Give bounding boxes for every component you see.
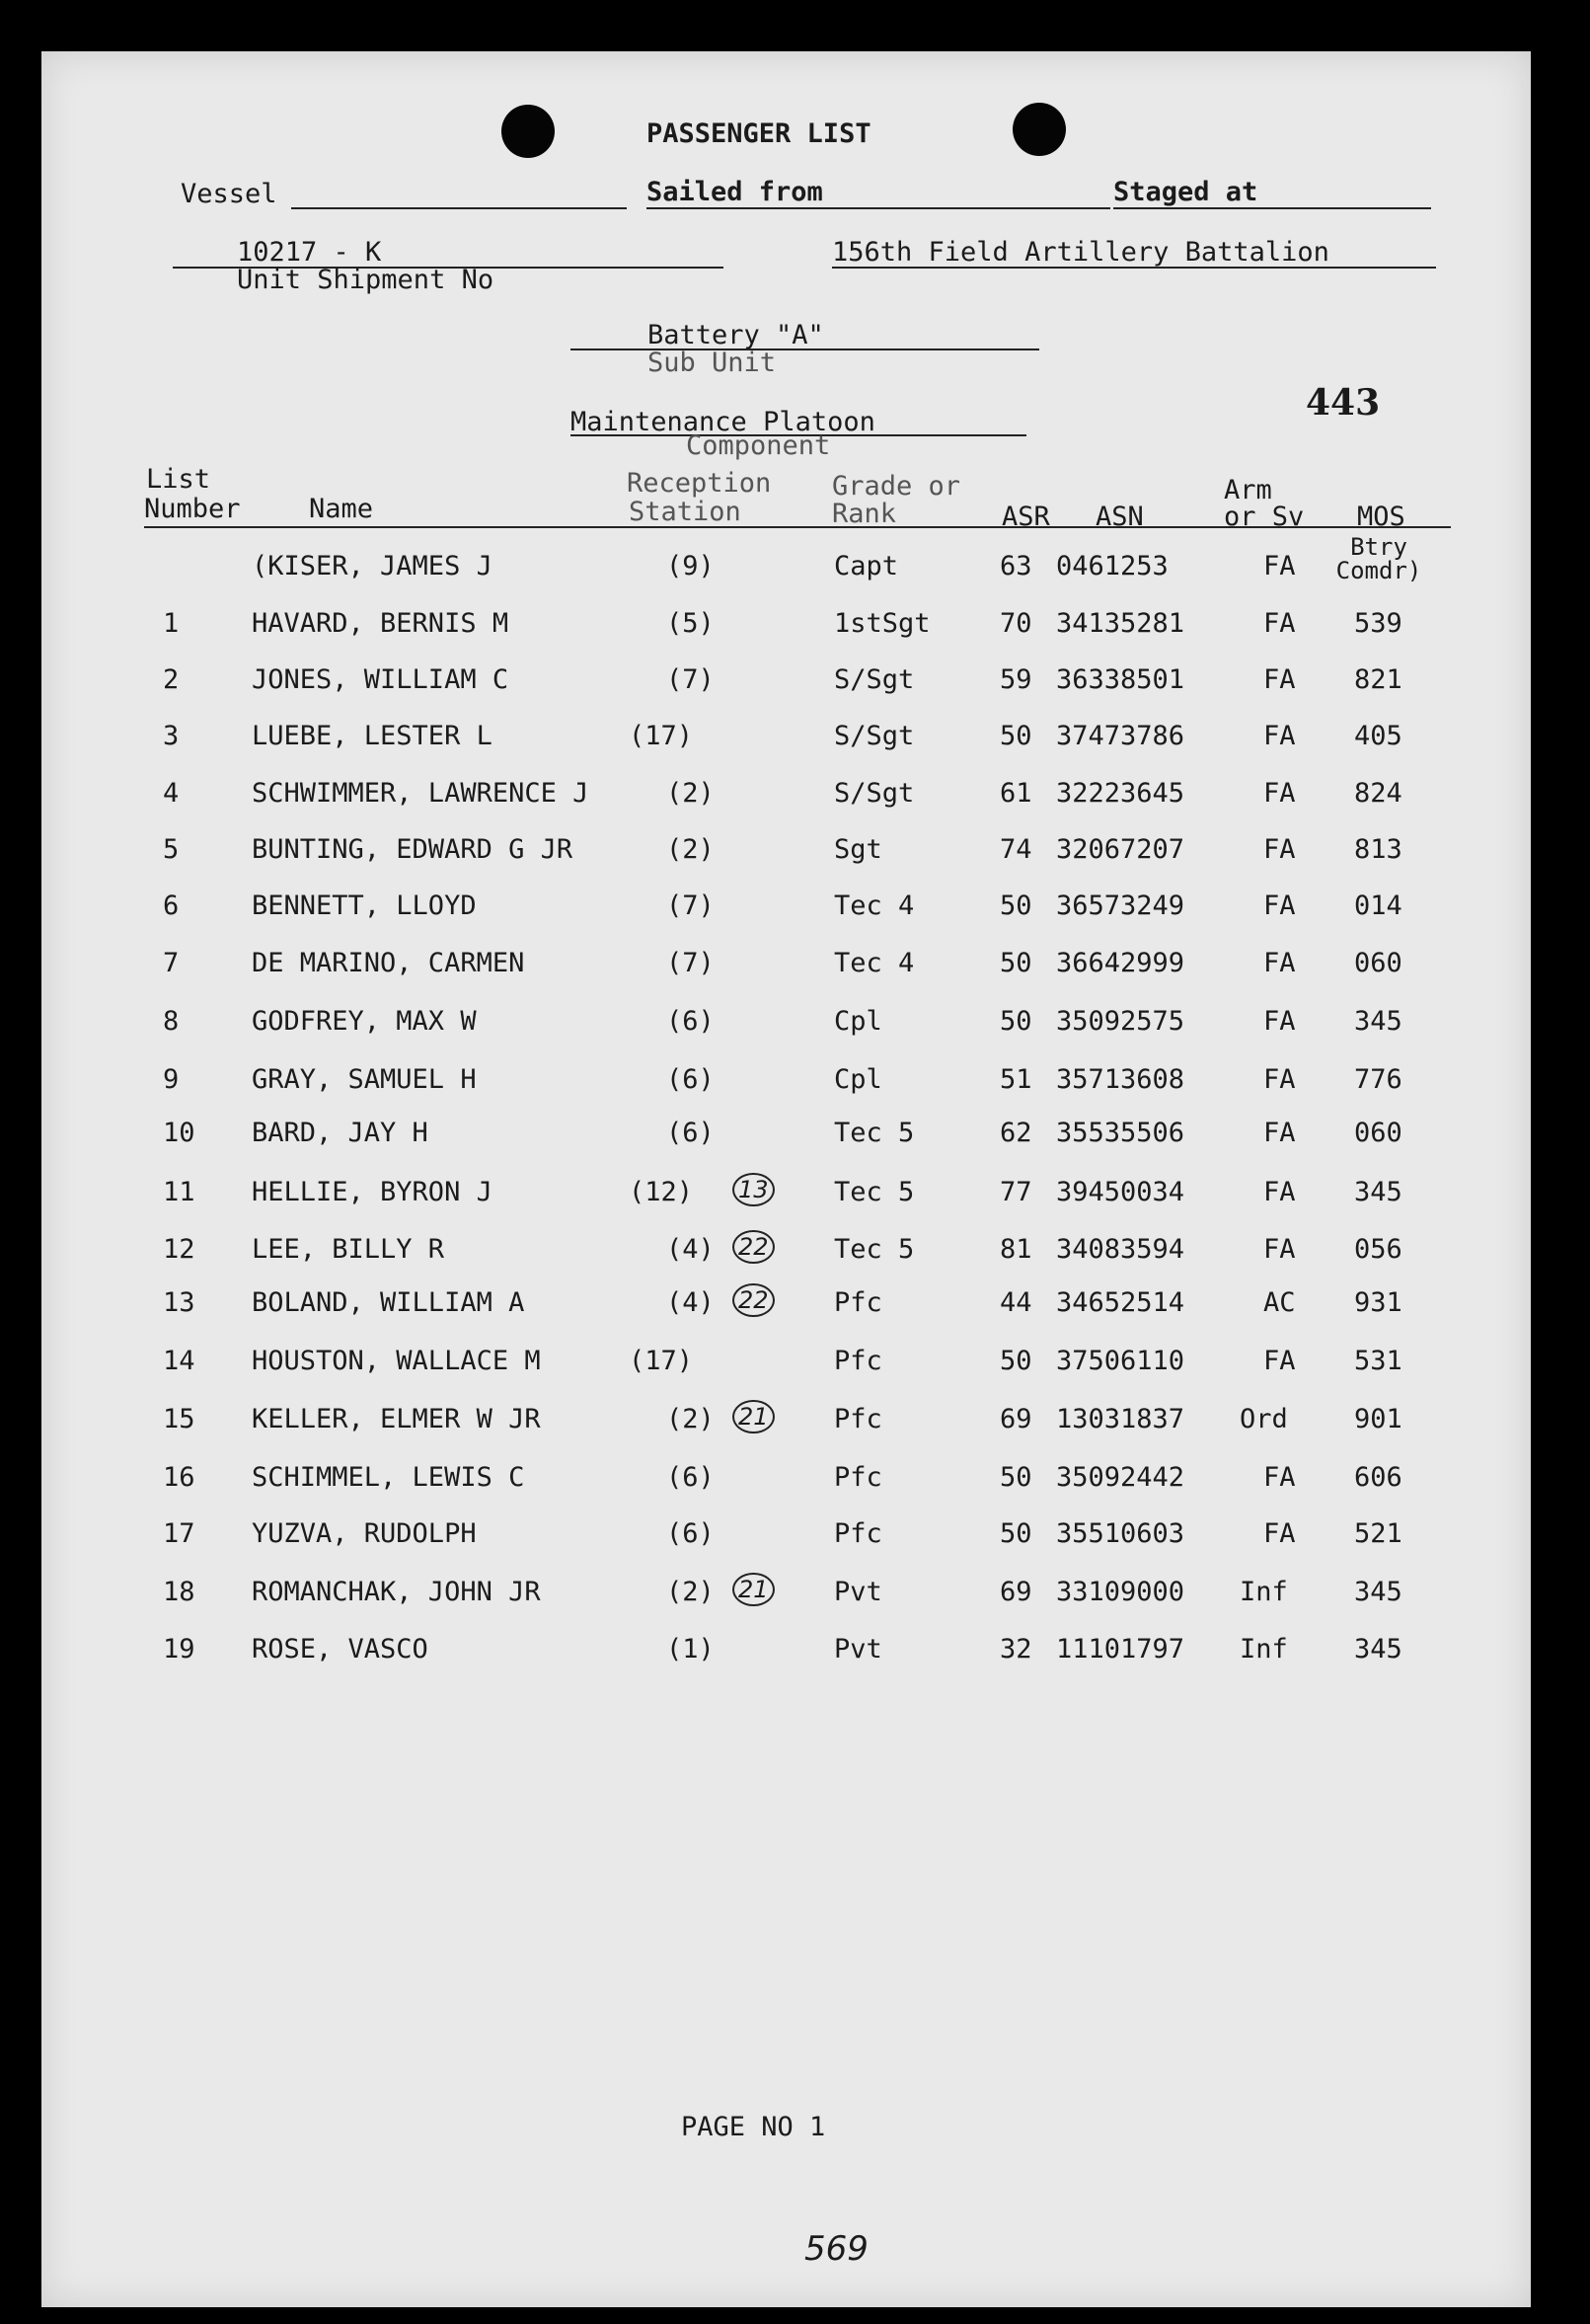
row-station: (5) (666, 608, 715, 639)
row-name: SCHWIMMER, LAWRENCE J (252, 778, 589, 809)
row-asr: 74 (1000, 834, 1032, 865)
row-handwritten-note-value: 21 (732, 1573, 775, 1606)
row-mos: 539 (1354, 608, 1402, 639)
row-number: 2 (163, 664, 180, 695)
row-handwritten-note (732, 1400, 775, 1433)
document-title: PASSENGER LIST (646, 118, 871, 149)
row-number: 17 (163, 1518, 195, 1549)
row-number: 9 (163, 1064, 180, 1095)
row-station: (6) (666, 1064, 715, 1095)
row-number: 18 (163, 1577, 195, 1607)
row-handwritten-note (732, 1573, 775, 1606)
row-asn: 34652514 (1056, 1287, 1185, 1318)
row-name: BOLAND, WILLIAM A (252, 1287, 525, 1318)
row-arm: FA (1263, 1064, 1296, 1095)
row-number: 5 (163, 834, 180, 865)
unit-shipment-no-label: Unit Shipment No (237, 265, 494, 295)
row-arm: Inf (1240, 1634, 1288, 1665)
row-number: 14 (163, 1346, 195, 1376)
row-station: (17) (629, 1346, 694, 1376)
row-grade: Cpl (834, 1064, 882, 1095)
row-handwritten-note-value: 22 (732, 1230, 775, 1264)
row-handwritten-note-value: 13 (732, 1173, 775, 1206)
row-arm: AC (1263, 1287, 1296, 1318)
row-asr: 50 (1000, 1346, 1032, 1376)
row-asn: 35535506 (1056, 1118, 1185, 1148)
row-asr: 50 (1000, 891, 1032, 921)
row-asr: 69 (1000, 1577, 1032, 1607)
row-asr: 61 (1000, 778, 1032, 809)
col-reception-2: Station (629, 497, 741, 527)
row-grade: Pvt (834, 1577, 882, 1607)
row-grade: Tec 5 (834, 1177, 915, 1207)
col-name: Name (309, 494, 374, 524)
row-name: JONES, WILLIAM C (252, 664, 509, 695)
row-arm: FA (1263, 551, 1296, 581)
row-arm: FA (1263, 948, 1296, 978)
col-asr: ASR (1002, 502, 1050, 532)
row-name: HELLIE, BYRON J (252, 1177, 492, 1207)
row-arm: FA (1263, 664, 1296, 695)
row-mos: 345 (1354, 1634, 1402, 1665)
row-number: 6 (163, 891, 180, 921)
row-arm: Ord (1240, 1404, 1288, 1434)
row-asr: 50 (1000, 1518, 1032, 1549)
row-arm: FA (1263, 608, 1296, 639)
sailed-from-line (646, 207, 1110, 209)
row-asr: 44 (1000, 1287, 1032, 1318)
vessel-line (291, 207, 627, 209)
row-asr: 70 (1000, 608, 1032, 639)
row-handwritten-note-value: 22 (732, 1283, 775, 1317)
vessel-label: Vessel (181, 179, 277, 209)
row-grade: S/Sgt (834, 778, 915, 809)
row-mos: 824 (1354, 778, 1402, 809)
row-asn: 34135281 (1056, 608, 1185, 639)
col-grade-1: Grade or (832, 471, 961, 502)
row-handwritten-note (732, 1173, 775, 1206)
col-mos: MOS (1357, 502, 1405, 532)
row-arm: FA (1263, 1518, 1296, 1549)
row-number: 1 (163, 608, 180, 639)
row-station: (4) (666, 1234, 715, 1265)
handwritten-number: 569 (804, 2229, 869, 2269)
row-grade: Tec 4 (834, 948, 915, 978)
row-asr: 77 (1000, 1177, 1032, 1207)
row-grade: Pfc (834, 1346, 882, 1376)
row-station: (7) (666, 891, 715, 921)
row-mos: 931 (1354, 1287, 1402, 1318)
header-rule (144, 526, 1451, 528)
row-grade: Cpl (834, 1006, 882, 1037)
page-number: PAGE NO 1 (681, 2112, 826, 2142)
row-name: BARD, JAY H (252, 1118, 428, 1148)
row-asn: 36338501 (1056, 664, 1185, 695)
row-station: (6) (666, 1006, 715, 1037)
row-number: 7 (163, 948, 180, 978)
row-number: 8 (163, 1006, 180, 1037)
row-mos: 606 (1354, 1462, 1402, 1493)
col-arm-2: or Sv (1224, 502, 1305, 532)
row-mos: 060 (1354, 1118, 1402, 1148)
row-asn: 13031837 (1056, 1404, 1185, 1434)
row-name: SCHIMMEL, LEWIS C (252, 1462, 525, 1493)
row-grade: S/Sgt (834, 721, 915, 751)
row-station: (2) (666, 1404, 715, 1434)
row-name: (KISER, JAMES J (252, 551, 492, 581)
stamp-number: 443 (1306, 382, 1381, 424)
row-grade: Tec 5 (834, 1118, 915, 1148)
sailed-from-label: Sailed from (646, 177, 823, 207)
row-mos: 531 (1354, 1346, 1402, 1376)
row-arm: FA (1263, 721, 1296, 751)
component-value: Maintenance Platoon (570, 407, 875, 437)
row-asn: 35092442 (1056, 1462, 1185, 1493)
row-number: 4 (163, 778, 180, 809)
sub-unit-label: Sub Unit (647, 348, 777, 378)
row-number: 11 (163, 1177, 195, 1207)
row-asr: 81 (1000, 1234, 1032, 1265)
row-station: (7) (666, 948, 715, 978)
row-name: GRAY, SAMUEL H (252, 1064, 477, 1095)
sub-unit-line (570, 349, 1039, 350)
row-grade: S/Sgt (834, 664, 915, 695)
row-mos: 345 (1354, 1577, 1402, 1607)
row-mos: 056 (1354, 1234, 1402, 1265)
row-asr: 32 (1000, 1634, 1032, 1665)
row-station: (9) (666, 551, 715, 581)
row-name: HAVARD, BERNIS M (252, 608, 509, 639)
row-arm: FA (1263, 778, 1296, 809)
row-asn: 33109000 (1056, 1577, 1185, 1607)
row-mos: 014 (1354, 891, 1402, 921)
row-station: (7) (666, 664, 715, 695)
row-mos: 813 (1354, 834, 1402, 865)
row-mos: 345 (1354, 1177, 1402, 1207)
col-list-number-2: Number (144, 494, 241, 524)
row-asn: 39450034 (1056, 1177, 1185, 1207)
row-grade: Capt (834, 551, 899, 581)
row-asn: 36573249 (1056, 891, 1185, 921)
row-arm: FA (1263, 1234, 1296, 1265)
row-name: LEE, BILLY R (252, 1234, 445, 1265)
row-name: KELLER, ELMER W JR (252, 1404, 541, 1434)
row-station: (6) (666, 1518, 715, 1549)
row-asn: 35713608 (1056, 1064, 1185, 1095)
row-arm: FA (1263, 1462, 1296, 1493)
staged-at-line (1113, 207, 1431, 209)
row-station: (4) (666, 1287, 715, 1318)
sub-unit-value: Battery "A" (647, 320, 824, 350)
row-station: (6) (666, 1118, 715, 1148)
row-name: ROSE, VASCO (252, 1634, 428, 1665)
unit-name-line (832, 267, 1436, 269)
row-arm: FA (1263, 1346, 1296, 1376)
punch-hole-right (1013, 103, 1066, 156)
row-asr: 62 (1000, 1118, 1032, 1148)
row-grade: Tec 4 (834, 891, 915, 921)
row-mos: 901 (1354, 1404, 1402, 1434)
row-grade: Pfc (834, 1462, 882, 1493)
row-asn: 32223645 (1056, 778, 1185, 809)
row-station: (2) (666, 834, 715, 865)
row-station: (2) (666, 1577, 715, 1607)
row-asn: 32067207 (1056, 834, 1185, 865)
row-arm: FA (1263, 1177, 1296, 1207)
row-grade: Pfc (834, 1518, 882, 1549)
row-grade: Pfc (834, 1404, 882, 1434)
row-asn: 11101797 (1056, 1634, 1185, 1665)
row-name: DE MARINO, CARMEN (252, 948, 525, 978)
col-grade-2: Rank (832, 499, 897, 529)
punch-hole-left (501, 105, 555, 158)
row-name: BENNETT, LLOYD (252, 891, 477, 921)
row-name: LUEBE, LESTER L (252, 721, 492, 751)
col-reception-1: Reception (627, 468, 772, 499)
col-arm-1: Arm (1224, 475, 1272, 505)
row-name: GODFREY, MAX W (252, 1006, 477, 1037)
staged-at-label: Staged at (1113, 177, 1258, 207)
unit-name: 156th Field Artillery Battalion (832, 237, 1329, 268)
row-name: ROMANCHAK, JOHN JR (252, 1577, 541, 1607)
row-grade: Sgt (834, 834, 882, 865)
row-station: (12) (629, 1177, 694, 1207)
row-handwritten-note-value: 21 (732, 1400, 775, 1433)
row-number: 13 (163, 1287, 195, 1318)
row-name: HOUSTON, WALLACE M (252, 1346, 541, 1376)
row-number: 12 (163, 1234, 195, 1265)
row-grade: 1stSgt (834, 608, 931, 639)
row-mos: 345 (1354, 1006, 1402, 1037)
row-asn: 35510603 (1056, 1518, 1185, 1549)
row-number: 19 (163, 1634, 195, 1665)
component-label: Component (686, 430, 831, 461)
row-handwritten-note (732, 1230, 775, 1264)
row-asr: 50 (1000, 1006, 1032, 1037)
row-handwritten-note (732, 1283, 775, 1317)
row-number: 15 (163, 1404, 195, 1434)
row-asr: 50 (1000, 721, 1032, 751)
row-mos: 405 (1354, 721, 1402, 751)
row-grade: Tec 5 (834, 1234, 915, 1265)
row-station: (6) (666, 1462, 715, 1493)
row-mos: 060 (1354, 948, 1402, 978)
row-grade: Pfc (834, 1287, 882, 1318)
row-arm: FA (1263, 1118, 1296, 1148)
row-number: 3 (163, 721, 180, 751)
row-number: 16 (163, 1462, 195, 1493)
row-arm: FA (1263, 834, 1296, 865)
row-station: (2) (666, 778, 715, 809)
row-asn: 37506110 (1056, 1346, 1185, 1376)
row-asn: 35092575 (1056, 1006, 1185, 1037)
row-asr: 59 (1000, 664, 1032, 695)
row-grade: Pvt (834, 1634, 882, 1665)
row-mos: 776 (1354, 1064, 1402, 1095)
col-asn: ASN (1096, 502, 1144, 532)
row-asn: 34083594 (1056, 1234, 1185, 1265)
row-asn: 37473786 (1056, 721, 1185, 751)
row-mos: 821 (1354, 664, 1402, 695)
row-arm: FA (1263, 891, 1296, 921)
row-station: (1) (666, 1634, 715, 1665)
row-number: 10 (163, 1118, 195, 1148)
row-asr: 50 (1000, 1462, 1032, 1493)
row-arm: Inf (1240, 1577, 1288, 1607)
unit-shipment-no-value: 10217 - K (237, 237, 382, 268)
row-name: BUNTING, EDWARD G JR (252, 834, 573, 865)
row-arm: FA (1263, 1006, 1296, 1037)
row-station: (17) (629, 721, 694, 751)
row-mos: Btry Comdr) (1335, 533, 1422, 584)
row-asr: 50 (1000, 948, 1032, 978)
row-asr: 69 (1000, 1404, 1032, 1434)
row-name: YUZVA, RUDOLPH (252, 1518, 477, 1549)
row-asr: 63 (1000, 551, 1032, 581)
col-list-number-1: List (146, 464, 211, 495)
row-asn: 0461253 (1056, 551, 1169, 581)
row-asr: 51 (1000, 1064, 1032, 1095)
row-mos: 521 (1354, 1518, 1402, 1549)
row-asn: 36642999 (1056, 948, 1185, 978)
